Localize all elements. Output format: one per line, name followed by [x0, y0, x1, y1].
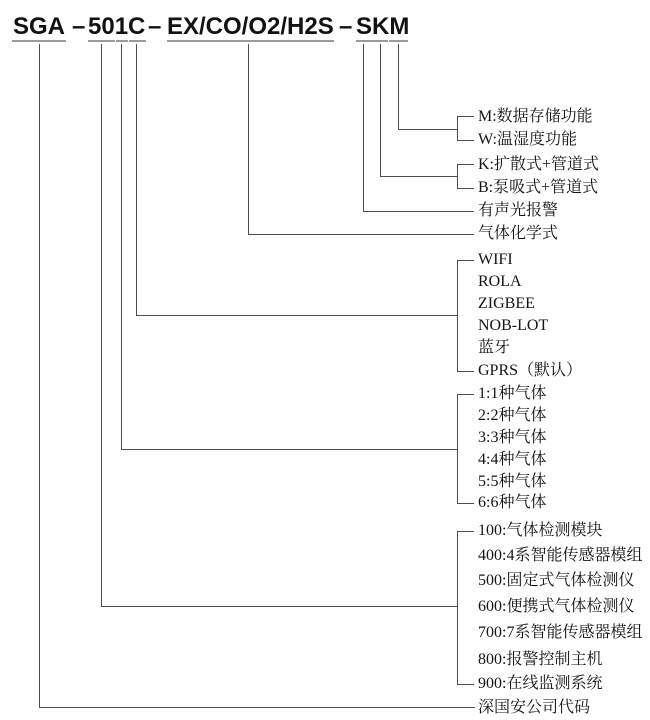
label-series-600: 600:便携式气体检测仪	[478, 598, 635, 615]
model-series-code: 501C	[88, 13, 146, 40]
connector-series-vertical	[101, 44, 102, 606]
label-series-800: 800:报警控制主机	[478, 651, 603, 668]
model-dash-1: –	[72, 13, 86, 40]
model-dash-2: –	[148, 13, 162, 40]
label-company-code: 深国安公司代码	[478, 699, 591, 716]
bracket-sampling	[457, 164, 458, 189]
connector-comm-vertical	[136, 44, 137, 315]
connector-gascount-horizontal	[121, 449, 457, 450]
connector-storage-horizontal	[398, 129, 457, 130]
label-gascount-4: 4:4种气体	[478, 451, 547, 468]
connector-gascount-vertical	[121, 44, 122, 449]
label-comm-gprs: GPRS（默认）	[478, 362, 583, 379]
underline-50	[88, 40, 115, 42]
label-series-500: 500:固定式气体检测仪	[478, 572, 635, 589]
connector-sampling-vertical	[380, 44, 381, 176]
bracket-gascount-tick-bottom	[457, 503, 474, 504]
label-series-400: 400:4系智能传感器模组	[478, 547, 643, 564]
label-sampling-b: B:泵吸式+管道式	[478, 179, 599, 196]
label-comm-rola: ROLA	[478, 273, 522, 290]
label-storage-w: W:温湿度功能	[478, 131, 577, 148]
underline-sk	[356, 40, 388, 42]
connector-sga-vertical	[39, 44, 40, 707]
label-comm-nob-lot: NOB-LOT	[478, 317, 549, 334]
underline-sga	[12, 40, 66, 42]
bracket-comm-tick-top	[457, 260, 474, 261]
label-comm-zigbee: ZIGBEE	[478, 295, 535, 312]
label-gascount-3: 3:3种气体	[478, 429, 547, 446]
connector-gasformula-horizontal	[248, 234, 474, 235]
bracket-comm	[457, 260, 458, 372]
bracket-storage-tick-top	[457, 116, 474, 117]
connector-sga-horizontal	[39, 707, 475, 708]
bracket-sampling-tick-top	[457, 164, 474, 165]
bracket-gascount	[457, 394, 458, 504]
underline-m	[389, 40, 408, 42]
connector-alarm-vertical	[363, 44, 364, 211]
bracket-sampling-tick-bottom	[457, 188, 474, 189]
connector-comm-horizontal	[136, 315, 457, 316]
label-gascount-1: 1:1种气体	[478, 385, 547, 402]
underline-c	[129, 40, 146, 42]
connector-series-horizontal	[101, 606, 457, 607]
label-gascount-5: 5:5种气体	[478, 473, 547, 490]
bracket-series	[457, 531, 458, 685]
connector-alarm-horizontal	[363, 211, 474, 212]
label-gascount-2: 2:2种气体	[478, 407, 547, 424]
label-comm-wifi: WIFI	[478, 251, 513, 268]
label-series-700: 700:7系智能传感器模组	[478, 624, 643, 641]
bracket-gascount-tick-top	[457, 394, 474, 395]
bracket-storage-tick-bottom	[457, 140, 474, 141]
bracket-series-tick-top	[457, 531, 474, 532]
label-sampling-k: K:扩散式+管道式	[478, 156, 600, 173]
label-gas-formula: 气体化学式	[478, 225, 559, 242]
connector-gasformula-vertical	[248, 44, 249, 234]
label-gascount-6: 6:6种气体	[478, 494, 547, 511]
label-comm-bluetooth: 蓝牙	[478, 339, 511, 356]
model-prefix: SGA	[13, 13, 66, 40]
label-series-900: 900:在线监测系统	[478, 675, 603, 692]
model-dash-3: –	[339, 13, 353, 40]
connector-storage-vertical	[398, 44, 399, 129]
model-suffix-codes: SKM	[356, 13, 410, 40]
label-alarm: 有声光报警	[478, 202, 559, 219]
label-series-100: 100:气体检测模块	[478, 522, 603, 539]
bracket-comm-tick-bottom	[457, 371, 474, 372]
bracket-series-tick-bottom	[457, 684, 474, 685]
connector-sampling-horizontal	[380, 176, 457, 177]
model-gas-codes: EX/CO/O2/H2S	[167, 13, 334, 40]
underline-1	[116, 40, 128, 42]
underline-gas	[167, 40, 334, 42]
label-storage-m: M:数据存储功能	[478, 108, 593, 125]
bracket-storage	[457, 116, 458, 141]
